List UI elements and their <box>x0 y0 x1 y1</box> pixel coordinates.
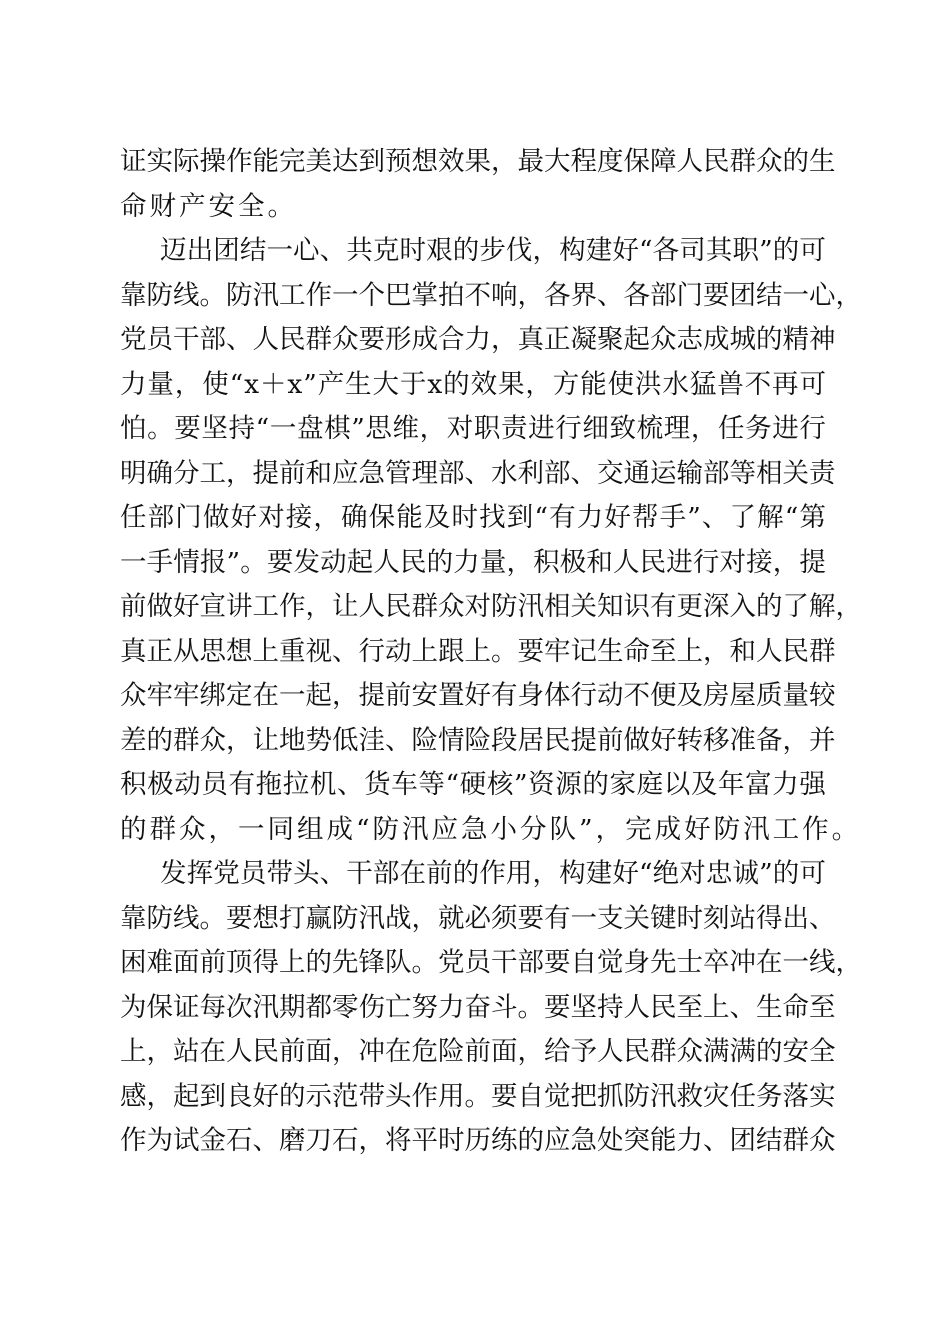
text-line: 众 牢 牢 绑 定 在 一 起 ， 提 前 安 置 好 有 身 体 行 动 不 便 及 房 屋 质 量 较 <box>120 680 836 711</box>
text-line: 任 部 门 做 好 对 接 ， 确 保 能 及 时 找 到 “ 有 力 好 帮 手 ” 、 了 解 “ 第 <box>120 502 826 533</box>
text-line: 力 量 ， 使 “ x ＋ x ” 产 生 大 于 x 的 效 果 ， 方 能 使 洪 水 猛 兽 不 再 可 <box>120 369 826 400</box>
text-line: 靠 防 线 。 要 想 打 赢 防 汛 战 ， 就 必 须 要 有 一 支 关 键 时 刻 站 得 出 、 <box>120 903 836 934</box>
text-line: 上 ， 站 在 人 民 前 面 ， 冲 在 危 险 前 面 ， 给 予 人 民 群 众 满 满 的 安 全 <box>120 1036 836 1067</box>
text-line: 发 挥 党 员 带 头 、 干 部 在 前 的 作 用 ， 构 建 好 “ 绝 对 忠 诚 ” 的 可 <box>160 858 826 889</box>
text-line: 命财产安全。 <box>120 191 297 222</box>
text-line: 积 极 动 员 有 拖 拉 机 、 货 车 等 “ 硬 核 ” 资 源 的 家 庭 以 及 年 富 力 强 <box>120 769 826 800</box>
text-line: 怕 。 要 坚 持 “ 一 盘 棋 ” 思 维 ， 对 职 责 进 行 细 致 梳 理 ， 任 务 进 行 <box>120 413 826 444</box>
text-line: 党 员 干 部 、 人 民 群 众 要 形 成 合 力 ， 真 正 凝 聚 起 众 志 成 城 的 精 神 <box>120 324 836 355</box>
text-line: 为 保 证 每 次 汛 期 都 零 伤 亡 努 力 奋 斗 。 要 坚 持 人 民 至 上 、 生 命 至 <box>120 992 836 1023</box>
text-line: 困 难 面 前 顶 得 上 的 先 锋 队 。 党 员 干 部 要 自 觉 身 先 士 卒 冲 在 一 线 ， <box>120 947 862 978</box>
text-line: 迈 出 团 结 一 心 、 共 克 时 艰 的 步 伐 ， 构 建 好 “ 各 司 其 职 ” 的 可 <box>160 235 826 266</box>
text-line: 证 实 际 操 作 能 完 美 达 到 预 想 效 果 ， 最 大 程 度 保 障 人 民 群 众 的 生 <box>120 146 836 177</box>
text-line: 感 ， 起 到 良 好 的 示 范 带 头 作 用 。 要 自 觉 把 抓 防 汛 救 灾 任 务 落 实 <box>120 1081 836 1112</box>
text-line: 作 为 试 金 石 、 磨 刀 石 ， 将 平 时 历 练 的 应 急 处 突 能 力 、 团 结 群 众 <box>120 1125 836 1156</box>
text-line: 靠 防 线 。 防 汛 工 作 一 个 巴 掌 拍 不 响 ， 各 界 、 各 部 门 要 团 结 一 心 ， <box>120 280 862 311</box>
text-line: 一 手 情 报 ” 。 要 发 动 起 人 民 的 力 量 ， 积 极 和 人 民 进 行 对 接 ， 提 <box>120 547 826 578</box>
text-line: 明 确 分 工 ， 提 前 和 应 急 管 理 部 、 水 利 部 、 交 通 运 输 部 等 相 关 责 <box>120 458 836 489</box>
text-line: 真 正 从 思 想 上 重 视 、 行 动 上 跟 上 。 要 牢 记 生 命 至 上 ， 和 人 民 群 <box>120 636 836 667</box>
text-line: 前 做 好 宣 讲 工 作 ， 让 人 民 群 众 对 防 汛 相 关 知 识 有 更 深 入 的 了 解 ， <box>120 591 862 622</box>
text-line: 差 的 群 众 ， 让 地 势 低 洼 、 险 情 险 段 居 民 提 前 做 好 转 移 准 备 ， 并 <box>120 725 836 756</box>
text-line: 的群众，一同组成“防汛应急小分队”，完成好防汛工作。 <box>120 814 862 845</box>
